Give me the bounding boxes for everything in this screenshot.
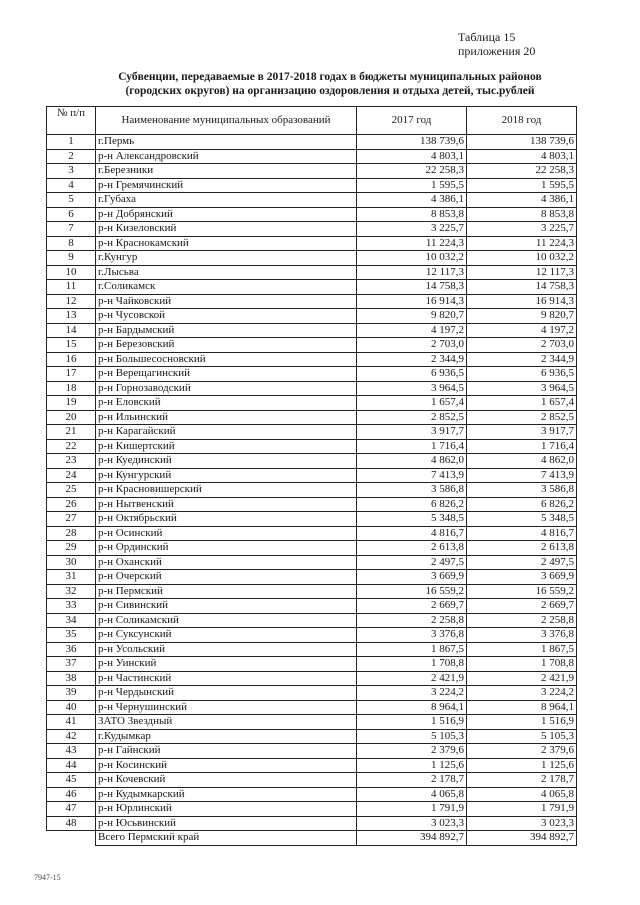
header-number: № п/п [47, 107, 96, 135]
row-number: 10 [47, 265, 96, 280]
total-row [47, 831, 577, 846]
header-name: Наименование муниципальных образований [96, 107, 357, 135]
amount-2017: 2 613,8 [357, 541, 467, 556]
amount-2017: 8 853,8 [357, 207, 467, 222]
municipality-name: р-н Суксунский [96, 628, 357, 643]
row-number: 15 [47, 338, 96, 353]
municipality-name: р-н Чайковский [96, 294, 357, 309]
municipality-name: р-н Пермский [96, 584, 357, 599]
amount-2017: 3 376,8 [357, 628, 467, 643]
municipality-name: р-н Чердынский [96, 686, 357, 701]
municipality-name: р-н Соликамский [96, 613, 357, 628]
amount-2018: 3 669,9 [467, 570, 577, 585]
amount-2017: 1 657,4 [357, 396, 467, 411]
table-row [47, 671, 577, 686]
table-row [47, 555, 577, 570]
row-number: 27 [47, 512, 96, 527]
municipality-name: р-н Кочевский [96, 773, 357, 788]
table-row [47, 628, 577, 643]
amount-2018: 4 816,7 [467, 526, 577, 541]
table-number: Таблица 15 [458, 30, 516, 44]
amount-2018: 2 421,9 [467, 671, 577, 686]
amount-2018: 1 516,9 [467, 715, 577, 730]
amount-2017: 16 914,3 [357, 294, 467, 309]
row-number: 14 [47, 323, 96, 338]
table-row [47, 541, 577, 556]
table-row [47, 483, 577, 498]
amount-2017: 2 421,9 [357, 671, 467, 686]
amount-2017: 1 516,9 [357, 715, 467, 730]
amount-2018: 22 258,3 [467, 164, 577, 179]
row-number: 34 [47, 613, 96, 628]
amount-2018: 4 197,2 [467, 323, 577, 338]
row-number: 11 [47, 280, 96, 295]
municipality-name: р-н Горнозаводский [96, 381, 357, 396]
amount-2017: 1 595,5 [357, 178, 467, 193]
table-row [47, 758, 577, 773]
municipality-name: г.Кунгур [96, 251, 357, 266]
row-number: 3 [47, 164, 96, 179]
amount-2017: 1 791,9 [357, 802, 467, 817]
row-number: 17 [47, 367, 96, 382]
table-row [47, 570, 577, 585]
amount-2018: 2 258,8 [467, 613, 577, 628]
amount-2017: 7 413,9 [357, 468, 467, 483]
amount-2017: 1 867,5 [357, 642, 467, 657]
municipality-name: г.Пермь [96, 135, 357, 150]
amount-2017: 5 105,3 [357, 729, 467, 744]
table-row [47, 599, 577, 614]
amount-2017: 3 917,7 [357, 425, 467, 440]
amount-2018: 8 964,1 [467, 700, 577, 715]
municipality-name: р-н Чусовской [96, 309, 357, 324]
header-2018: 2018 год [467, 107, 577, 135]
title-line-2: (городских округов) на организацию оздоровления и отдыха детей, тыс.рублей [125, 85, 535, 97]
row-number: 4 [47, 178, 96, 193]
table-row [47, 396, 577, 411]
amount-2018: 1 791,9 [467, 802, 577, 817]
municipality-name: г.Лысьва [96, 265, 357, 280]
amount-2017: 16 559,2 [357, 584, 467, 599]
municipality-name: г.Березники [96, 164, 357, 179]
amount-2018: 1 708,8 [467, 657, 577, 672]
row-number: 35 [47, 628, 96, 643]
table-row [47, 193, 577, 208]
amount-2018: 1 125,6 [467, 758, 577, 773]
row-number: 20 [47, 410, 96, 425]
row-number: 22 [47, 439, 96, 454]
table-row [47, 294, 577, 309]
municipality-name: р-н Косинский [96, 758, 357, 773]
amount-2018: 1 867,5 [467, 642, 577, 657]
row-number: 48 [47, 816, 96, 831]
amount-2018: 9 820,7 [467, 309, 577, 324]
table-reference [458, 30, 535, 58]
row-number: 26 [47, 497, 96, 512]
municipality-name: р-н Красновишерский [96, 483, 357, 498]
row-number: 24 [47, 468, 96, 483]
amount-2018: 1 595,5 [467, 178, 577, 193]
total-blank-cell [47, 831, 96, 846]
municipality-name: г.Губаха [96, 193, 357, 208]
row-number: 31 [47, 570, 96, 585]
amount-2017: 5 348,5 [357, 512, 467, 527]
amount-2018: 4 386,1 [467, 193, 577, 208]
table-row [47, 265, 577, 280]
municipality-name: р-н Октябрьский [96, 512, 357, 527]
municipality-name: р-н Куединский [96, 454, 357, 469]
row-number: 42 [47, 729, 96, 744]
row-number: 39 [47, 686, 96, 701]
table-row [47, 309, 577, 324]
amount-2017: 12 117,3 [357, 265, 467, 280]
amount-2017: 9 820,7 [357, 309, 467, 324]
amount-2017: 11 224,3 [357, 236, 467, 251]
total-2017: 394 892,7 [357, 831, 467, 846]
header-2017: 2017 год [357, 107, 467, 135]
amount-2018: 3 917,7 [467, 425, 577, 440]
amount-2017: 3 586,8 [357, 483, 467, 498]
amount-2018: 2 852,5 [467, 410, 577, 425]
table-row [47, 149, 577, 164]
amount-2017: 4 816,7 [357, 526, 467, 541]
amount-2017: 14 758,3 [357, 280, 467, 295]
amount-2017: 4 386,1 [357, 193, 467, 208]
municipality-name: р-н Березовский [96, 338, 357, 353]
municipality-name: г.Соликамск [96, 280, 357, 295]
amount-2018: 5 105,3 [467, 729, 577, 744]
row-number: 5 [47, 193, 96, 208]
table-row [47, 280, 577, 295]
municipality-name: р-н Уинский [96, 657, 357, 672]
row-number: 21 [47, 425, 96, 440]
municipality-name: р-н Бардымский [96, 323, 357, 338]
table-row [47, 236, 577, 251]
row-number: 13 [47, 309, 96, 324]
row-number: 9 [47, 251, 96, 266]
amount-2017: 3 225,7 [357, 222, 467, 237]
amount-2017: 138 739,6 [357, 135, 467, 150]
amount-2018: 3 376,8 [467, 628, 577, 643]
municipality-name: р-н Добрянский [96, 207, 357, 222]
table-row [47, 512, 577, 527]
table-header-row [47, 107, 577, 135]
amount-2017: 2 178,7 [357, 773, 467, 788]
amount-2017: 4 803,1 [357, 149, 467, 164]
municipality-name: р-н Ординский [96, 541, 357, 556]
amount-2018: 3 586,8 [467, 483, 577, 498]
municipality-name: р-н Сивинский [96, 599, 357, 614]
table-row [47, 135, 577, 150]
municipality-name: р-н Краснокамский [96, 236, 357, 251]
municipality-name: ЗАТО Звездный [96, 715, 357, 730]
amount-2017: 4 197,2 [357, 323, 467, 338]
table-row [47, 802, 577, 817]
table-row [47, 787, 577, 802]
amount-2017: 4 065,8 [357, 787, 467, 802]
amount-2017: 2 703,0 [357, 338, 467, 353]
table-row [47, 613, 577, 628]
row-number: 18 [47, 381, 96, 396]
municipality-name: р-н Частинский [96, 671, 357, 686]
row-number: 30 [47, 555, 96, 570]
table-row [47, 207, 577, 222]
municipality-name: р-н Гайнский [96, 744, 357, 759]
municipality-name: р-н Нытвенский [96, 497, 357, 512]
table-row [47, 410, 577, 425]
amount-2018: 3 023,3 [467, 816, 577, 831]
municipality-name: р-н Карагайский [96, 425, 357, 440]
table-row [47, 773, 577, 788]
row-number: 37 [47, 657, 96, 672]
amount-2018: 14 758,3 [467, 280, 577, 295]
amount-2018: 1 716,4 [467, 439, 577, 454]
municipality-name: р-н Кудымкарский [96, 787, 357, 802]
amount-2018: 4 803,1 [467, 149, 577, 164]
table-row [47, 642, 577, 657]
table-row [47, 352, 577, 367]
amount-2017: 2 852,5 [357, 410, 467, 425]
table-row [47, 700, 577, 715]
table-row [47, 425, 577, 440]
amount-2018: 2 379,6 [467, 744, 577, 759]
row-number: 8 [47, 236, 96, 251]
total-label: Всего Пермский край [96, 831, 357, 846]
amount-2017: 8 964,1 [357, 700, 467, 715]
table-row [47, 222, 577, 237]
document-code: 7947-15 [34, 873, 61, 882]
amount-2018: 2 497,5 [467, 555, 577, 570]
row-number: 47 [47, 802, 96, 817]
amount-2018: 138 739,6 [467, 135, 577, 150]
municipality-name: р-н Верещагинский [96, 367, 357, 382]
row-number: 23 [47, 454, 96, 469]
amount-2017: 4 862,0 [357, 454, 467, 469]
amount-2018: 4 065,8 [467, 787, 577, 802]
row-number: 1 [47, 135, 96, 150]
municipality-name: р-н Ильинский [96, 410, 357, 425]
table-row [47, 686, 577, 701]
total-2018: 394 892,7 [467, 831, 577, 846]
row-number: 40 [47, 700, 96, 715]
row-number: 45 [47, 773, 96, 788]
amount-2017: 2 258,8 [357, 613, 467, 628]
table-row [47, 744, 577, 759]
table-row [47, 454, 577, 469]
amount-2018: 2 703,0 [467, 338, 577, 353]
amount-2018: 4 862,0 [467, 454, 577, 469]
table-body [47, 135, 577, 846]
amount-2018: 3 224,2 [467, 686, 577, 701]
document-title [60, 70, 600, 98]
amount-2017: 3 224,2 [357, 686, 467, 701]
row-number: 44 [47, 758, 96, 773]
amount-2018: 2 344,9 [467, 352, 577, 367]
municipality-name: р-н Юрлинский [96, 802, 357, 817]
amount-2017: 2 497,5 [357, 555, 467, 570]
municipality-name: р-н Кизеловский [96, 222, 357, 237]
row-number: 33 [47, 599, 96, 614]
table-row [47, 439, 577, 454]
table-row [47, 367, 577, 382]
row-number: 38 [47, 671, 96, 686]
municipality-name: р-н Юсьвинский [96, 816, 357, 831]
table-row [47, 323, 577, 338]
row-number: 28 [47, 526, 96, 541]
table-row [47, 338, 577, 353]
table-row [47, 816, 577, 831]
amount-2017: 2 669,7 [357, 599, 467, 614]
municipality-name: р-н Еловский [96, 396, 357, 411]
amount-2018: 1 657,4 [467, 396, 577, 411]
table-row [47, 526, 577, 541]
municipality-name: р-н Очерский [96, 570, 357, 585]
row-number: 16 [47, 352, 96, 367]
table-row [47, 657, 577, 672]
amount-2017: 3 964,5 [357, 381, 467, 396]
amount-2018: 16 914,3 [467, 294, 577, 309]
table-row [47, 251, 577, 266]
municipality-name: р-н Большесосновский [96, 352, 357, 367]
row-number: 29 [47, 541, 96, 556]
amount-2018: 11 224,3 [467, 236, 577, 251]
row-number: 12 [47, 294, 96, 309]
municipality-name: г.Кудымкар [96, 729, 357, 744]
row-number: 46 [47, 787, 96, 802]
amount-2018: 2 613,8 [467, 541, 577, 556]
amount-2018: 6 936,5 [467, 367, 577, 382]
amount-2017: 10 032,2 [357, 251, 467, 266]
amount-2018: 10 032,2 [467, 251, 577, 266]
row-number: 41 [47, 715, 96, 730]
table-row [47, 584, 577, 599]
row-number: 19 [47, 396, 96, 411]
row-number: 25 [47, 483, 96, 498]
amount-2018: 5 348,5 [467, 512, 577, 527]
row-number: 36 [47, 642, 96, 657]
amount-2018: 8 853,8 [467, 207, 577, 222]
amount-2018: 12 117,3 [467, 265, 577, 280]
municipality-name: р-н Кишертский [96, 439, 357, 454]
amount-2017: 3 023,3 [357, 816, 467, 831]
row-number: 43 [47, 744, 96, 759]
amount-2017: 2 379,6 [357, 744, 467, 759]
row-number: 2 [47, 149, 96, 164]
municipality-name: р-н Гремячинский [96, 178, 357, 193]
row-number: 7 [47, 222, 96, 237]
municipality-name: р-н Александровский [96, 149, 357, 164]
table-row [47, 468, 577, 483]
municipality-name: р-н Кунгурский [96, 468, 357, 483]
appendix-number: приложения 20 [458, 44, 536, 58]
amount-2018: 3 225,7 [467, 222, 577, 237]
amount-2018: 16 559,2 [467, 584, 577, 599]
table-row [47, 178, 577, 193]
amount-2017: 6 826,2 [357, 497, 467, 512]
amount-2017: 6 936,5 [357, 367, 467, 382]
amount-2017: 2 344,9 [357, 352, 467, 367]
municipality-name: р-н Осинский [96, 526, 357, 541]
title-line-1: Субвенции, передаваемые в 2017-2018 годах в бюджеты муниципальных районов [118, 71, 542, 83]
amount-2018: 7 413,9 [467, 468, 577, 483]
municipality-name: р-н Усольский [96, 642, 357, 657]
subsidies-table [46, 106, 577, 846]
amount-2017: 22 258,3 [357, 164, 467, 179]
table-row [47, 715, 577, 730]
amount-2018: 3 964,5 [467, 381, 577, 396]
table-row [47, 497, 577, 512]
amount-2017: 1 716,4 [357, 439, 467, 454]
amount-2017: 1 708,8 [357, 657, 467, 672]
table-row [47, 729, 577, 744]
municipality-name: р-н Оханский [96, 555, 357, 570]
amount-2018: 2 669,7 [467, 599, 577, 614]
municipality-name: р-н Чернушинский [96, 700, 357, 715]
amount-2017: 3 669,9 [357, 570, 467, 585]
table-row [47, 164, 577, 179]
amount-2017: 1 125,6 [357, 758, 467, 773]
table-row [47, 381, 577, 396]
row-number: 6 [47, 207, 96, 222]
amount-2018: 6 826,2 [467, 497, 577, 512]
amount-2018: 2 178,7 [467, 773, 577, 788]
row-number: 32 [47, 584, 96, 599]
